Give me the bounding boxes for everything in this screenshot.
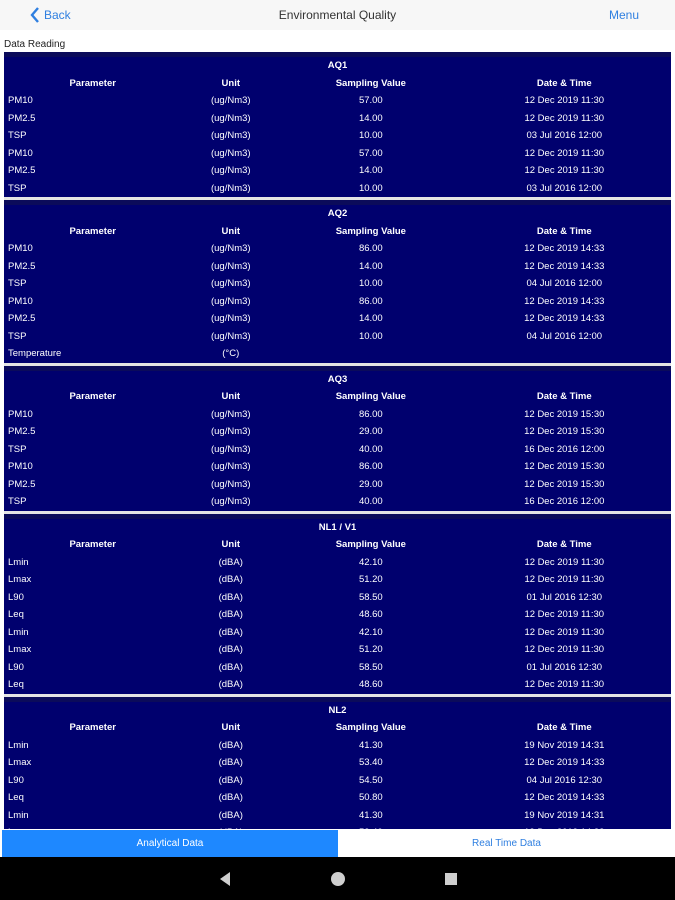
table-row [4, 275, 671, 293]
table-cell: 04 Jul 2016 12:00 [526, 278, 603, 290]
table-row [4, 624, 671, 642]
table-cell: 01 Jul 2016 12:30 [526, 661, 603, 673]
reading-group [4, 366, 671, 511]
reading-group [4, 200, 671, 363]
table-cell: Leq [8, 792, 24, 804]
table-cell: Lmin [8, 739, 29, 751]
triangle-back-icon [216, 870, 234, 888]
tab-analytical-data[interactable]: Analytical Data [2, 830, 338, 857]
table-cell: (dBA) [218, 809, 243, 821]
column-header: Unit [221, 225, 240, 237]
column-header: Sampling Value [335, 225, 406, 237]
table-row [4, 293, 671, 311]
table-cell: 04 Jul 2016 12:00 [526, 330, 603, 342]
reading-table [4, 702, 671, 842]
table-cell: 12 Dec 2019 14:33 [524, 313, 605, 325]
page-title: Environmental Quality [278, 8, 397, 22]
table-row [4, 110, 671, 128]
table-row [4, 328, 671, 346]
table-cell: (dBA) [218, 644, 243, 656]
table-cell: (ug/Nm3) [210, 313, 251, 325]
table-cell: 42.10 [358, 626, 383, 638]
table-cell: PM10 [8, 295, 33, 307]
column-header: Date & Time [536, 722, 592, 734]
table-cell: 19 Nov 2019 14:31 [524, 809, 605, 821]
table-cell: 10.00 [358, 182, 383, 194]
table-cell: 50.80 [358, 792, 383, 804]
table-row [4, 476, 671, 494]
header-row [4, 223, 671, 241]
column-header: Sampling Value [335, 391, 406, 403]
table-cell: Lmax [8, 757, 32, 769]
table-row [4, 127, 671, 145]
table-cell: (dBA) [218, 661, 243, 673]
table-cell: PM2.5 [8, 112, 36, 124]
table-cell: (ug/Nm3) [210, 95, 251, 107]
table-cell: TSP [8, 278, 27, 290]
column-header: Date & Time [536, 539, 592, 551]
group-title: NL2 [328, 704, 347, 716]
table-cell: TSP [8, 330, 27, 342]
table-cell: Lmin [8, 556, 29, 568]
table-cell: 12 Dec 2019 11:30 [524, 165, 605, 177]
table-cell: 54.50 [358, 774, 383, 786]
reading-table [4, 371, 671, 511]
table-cell [458, 345, 671, 363]
table-cell: 12 Dec 2019 14:33 [524, 757, 605, 769]
table-cell: (dBA) [218, 626, 243, 638]
table-row [4, 240, 671, 258]
table-cell: Leq [8, 609, 24, 621]
table-cell: Lmax [8, 644, 32, 656]
table-cell: Temperature [8, 348, 62, 360]
table-cell: (ug/Nm3) [210, 443, 251, 455]
table-cell: 51.20 [358, 574, 383, 586]
table-cell: 86.00 [358, 243, 383, 255]
table-cell: 12 Dec 2019 15:30 [524, 408, 605, 420]
nav-back-button[interactable] [216, 870, 234, 888]
table-cell: 53.40 [358, 757, 383, 769]
reading-table [4, 205, 671, 363]
table-row [4, 458, 671, 476]
table-cell: (dBA) [218, 609, 243, 621]
table-cell: (ug/Nm3) [210, 426, 251, 438]
table-cell: 10.00 [358, 130, 383, 142]
square-recents-icon [442, 870, 460, 888]
table-row [4, 772, 671, 790]
column-header: Unit [221, 722, 240, 734]
table-cell: PM2.5 [8, 260, 36, 272]
column-header: Parameter [69, 391, 116, 403]
table-cell: PM10 [8, 461, 33, 473]
table-cell: 42.10 [358, 556, 383, 568]
table-cell: (ug/Nm3) [210, 278, 251, 290]
table-row [4, 406, 671, 424]
table-row [4, 659, 671, 677]
table-cell: (dBA) [218, 792, 243, 804]
table-cell: Leq [8, 679, 24, 691]
table-cell: 58.50 [358, 591, 383, 603]
table-cell: 04 Jul 2016 12:30 [526, 774, 603, 786]
table-row [4, 589, 671, 607]
table-cell: 12 Dec 2019 11:30 [524, 574, 605, 586]
column-header: Sampling Value [335, 77, 406, 89]
group-title: AQ3 [327, 373, 348, 385]
table-cell: 03 Jul 2016 12:00 [526, 130, 603, 142]
table-cell: L90 [8, 661, 24, 673]
top-app-bar [0, 0, 675, 30]
table-cell: (ug/Nm3) [210, 165, 251, 177]
bottom-tabs [0, 829, 675, 857]
table-row [4, 807, 671, 825]
table-cell: 14.00 [358, 165, 383, 177]
section-label: Data Reading [4, 39, 66, 50]
table-cell: 86.00 [358, 408, 383, 420]
reading-group [4, 514, 671, 694]
table-cell: 40.00 [358, 496, 383, 508]
table-cell: Lmax [8, 574, 32, 586]
table-row [4, 345, 671, 363]
table-cell: (ug/Nm3) [210, 461, 251, 473]
table-cell: (dBA) [218, 591, 243, 603]
table-cell: 48.60 [358, 609, 383, 621]
table-cell: PM10 [8, 147, 33, 159]
reading-table [4, 57, 671, 197]
header-row [4, 719, 671, 737]
table-cell [284, 345, 457, 363]
table-cell: 10.00 [358, 330, 383, 342]
table-cell: 51.20 [358, 644, 383, 656]
reading-group [4, 52, 671, 197]
table-cell: 03 Jul 2016 12:00 [526, 182, 603, 194]
table-cell: 12 Dec 2019 11:30 [524, 609, 605, 621]
column-header: Date & Time [536, 391, 592, 403]
header-row [4, 75, 671, 93]
table-cell: 12 Dec 2019 15:30 [524, 461, 605, 473]
header-row [4, 536, 671, 554]
table-cell: 29.00 [358, 426, 383, 438]
table-cell: 40.00 [358, 443, 383, 455]
table-cell: 12 Dec 2019 15:30 [524, 478, 605, 490]
table-cell: PM10 [8, 243, 33, 255]
table-cell: 12 Dec 2019 11:30 [524, 626, 605, 638]
table-row [4, 441, 671, 459]
table-row [4, 180, 671, 198]
table-cell: PM2.5 [8, 165, 36, 177]
table-row [4, 310, 671, 328]
column-header: Parameter [69, 539, 116, 551]
table-cell: 29.00 [358, 478, 383, 490]
table-cell: 12 Dec 2019 11:30 [524, 556, 605, 568]
table-cell: (dBA) [218, 556, 243, 568]
table-cell: (dBA) [218, 679, 243, 691]
table-cell: 12 Dec 2019 14:33 [524, 260, 605, 272]
tab-real-time-data[interactable]: Real Time Data [338, 830, 675, 857]
table-cell: (ug/Nm3) [210, 260, 251, 272]
table-cell: TSP [8, 130, 27, 142]
table-cell: (ug/Nm3) [210, 243, 251, 255]
table-row [4, 92, 671, 110]
table-cell: (ug/Nm3) [210, 478, 251, 490]
table-cell: (°C) [222, 348, 240, 360]
table-cell: TSP [8, 182, 27, 194]
table-cell: PM10 [8, 95, 33, 107]
data-reading-list[interactable] [4, 52, 671, 828]
table-cell: 14.00 [358, 313, 383, 325]
table-cell: 12 Dec 2019 11:30 [524, 644, 605, 656]
table-cell: 16 Dec 2016 12:00 [524, 496, 605, 508]
table-row [4, 493, 671, 511]
table-cell: 48.60 [358, 679, 383, 691]
table-cell: (ug/Nm3) [210, 112, 251, 124]
column-header: Unit [221, 77, 240, 89]
table-cell: 86.00 [358, 461, 383, 473]
column-header: Unit [221, 539, 240, 551]
table-cell: (dBA) [218, 774, 243, 786]
menu-button[interactable]: Menu [608, 8, 639, 22]
table-row [4, 571, 671, 589]
table-cell: PM2.5 [8, 313, 36, 325]
column-header: Date & Time [536, 225, 592, 237]
group-title: AQ2 [327, 208, 348, 220]
reading-group [4, 697, 671, 842]
table-cell: 41.30 [358, 739, 383, 751]
column-header: Parameter [69, 722, 116, 734]
table-cell: (dBA) [218, 757, 243, 769]
table-cell: Lmin [8, 809, 29, 821]
table-cell: L90 [8, 774, 24, 786]
table-cell: (ug/Nm3) [210, 330, 251, 342]
table-row [4, 145, 671, 163]
group-title: AQ1 [327, 60, 348, 72]
system-nav-bar [0, 857, 675, 900]
table-cell: 57.00 [358, 147, 383, 159]
table-cell: (ug/Nm3) [210, 182, 251, 194]
table-cell: 14.00 [358, 260, 383, 272]
column-header: Date & Time [536, 77, 592, 89]
table-cell: L90 [8, 591, 24, 603]
column-header: Parameter [69, 77, 116, 89]
table-cell: 12 Dec 2019 11:30 [524, 112, 605, 124]
table-row [4, 641, 671, 659]
table-cell: (ug/Nm3) [210, 295, 251, 307]
table-cell: TSP [8, 496, 27, 508]
table-cell: 16 Dec 2016 12:00 [524, 443, 605, 455]
table-cell: (dBA) [218, 574, 243, 586]
nav-recents-button[interactable] [442, 870, 460, 888]
table-cell: 12 Dec 2019 11:30 [524, 95, 605, 107]
table-cell: 12 Dec 2019 11:30 [524, 679, 605, 691]
table-cell: 12 Dec 2019 15:30 [524, 426, 605, 438]
table-row [4, 162, 671, 180]
table-cell: PM2.5 [8, 478, 36, 490]
table-cell: 19 Nov 2019 14:31 [524, 739, 605, 751]
table-cell: (ug/Nm3) [210, 408, 251, 420]
table-cell: (ug/Nm3) [210, 147, 251, 159]
table-cell: PM2.5 [8, 426, 36, 438]
nav-home-button[interactable] [329, 870, 347, 888]
table-cell: Lmin [8, 626, 29, 638]
table-cell: PM10 [8, 408, 33, 420]
column-header: Sampling Value [335, 539, 406, 551]
table-cell: 57.00 [358, 95, 383, 107]
table-row [4, 676, 671, 694]
table-row [4, 789, 671, 807]
table-row [4, 423, 671, 441]
table-cell: 14.00 [358, 112, 383, 124]
table-cell: 12 Dec 2019 14:33 [524, 792, 605, 804]
table-row [4, 554, 671, 572]
column-header: Parameter [69, 225, 116, 237]
table-row [4, 258, 671, 276]
table-cell: 01 Jul 2016 12:30 [526, 591, 603, 603]
table-row [4, 754, 671, 772]
table-cell: 12 Dec 2019 14:33 [524, 243, 605, 255]
reading-table [4, 519, 671, 694]
header-row [4, 388, 671, 406]
table-row [4, 737, 671, 755]
table-row [4, 606, 671, 624]
column-header: Unit [221, 391, 240, 403]
table-cell: 12 Dec 2019 14:33 [524, 295, 605, 307]
table-cell: (ug/Nm3) [210, 496, 251, 508]
table-cell: (dBA) [218, 739, 243, 751]
column-header: Sampling Value [335, 722, 406, 734]
table-cell: 12 Dec 2019 11:30 [524, 147, 605, 159]
circle-home-icon [329, 870, 347, 888]
table-cell: 58.50 [358, 661, 383, 673]
table-cell: 41.30 [358, 809, 383, 821]
group-title: NL1 / V1 [318, 521, 357, 533]
table-cell: TSP [8, 443, 27, 455]
table-cell: 10.00 [358, 278, 383, 290]
table-cell: (ug/Nm3) [210, 130, 251, 142]
back-label: Back [44, 8, 71, 22]
table-cell: 86.00 [358, 295, 383, 307]
